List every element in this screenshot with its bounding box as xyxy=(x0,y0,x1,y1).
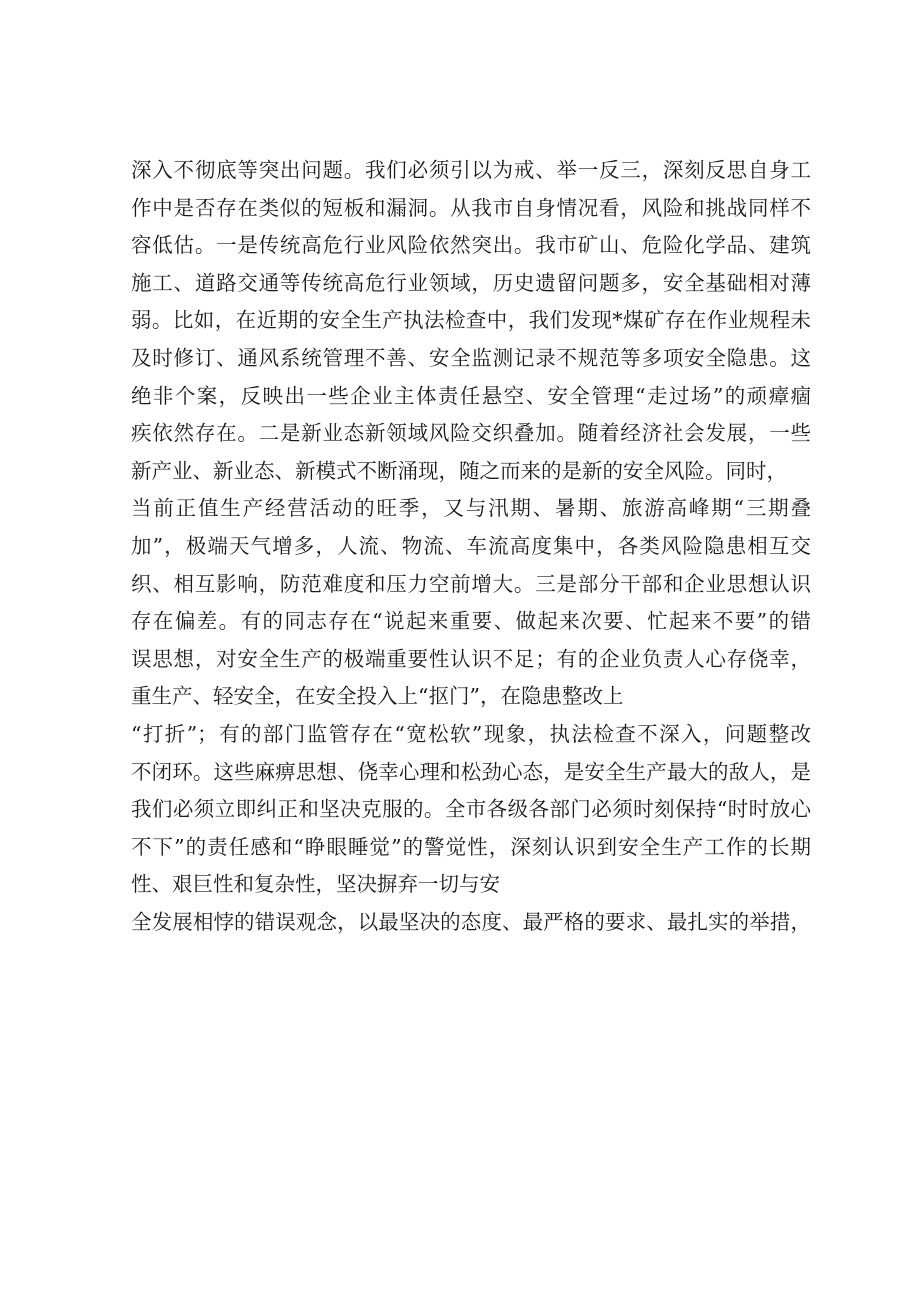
text-line: 加”，极端天气增多，人流、物流、车流高度集中，各类风险隐患相互交 xyxy=(131,533,811,558)
text-line: 性、艰巨性和复杂性，坚决摒弃一切与安 xyxy=(131,872,500,897)
text-line: 作中是否存在类似的短板和漏洞。从我市自身情况看，风险和挑战同样不 xyxy=(131,195,811,220)
text-line: 不闭环。这些麻痹思想、侥幸心理和松劲心态，是安全生产最大的敌人，是 xyxy=(131,759,811,784)
text-line: 及时修订、通风系统管理不善、安全监测记录不规范等多项安全隐患。这 xyxy=(131,345,811,370)
text-line: 误思想，对安全生产的极端重要性认识不足；有的企业负责人心存侥幸， xyxy=(131,646,811,671)
text-line: 我们必须立即纠正和坚决克服的。全市各级各部门必须时刻保持“时时放心 xyxy=(131,797,811,822)
text-line: 绝非个案，反映出一些企业主体责任悬空、安全管理“走过场”的顽瘴痼 xyxy=(131,383,811,408)
text-line: 织、相互影响，防范难度和压力空前增大。三是部分干部和企业思想认识 xyxy=(131,571,811,596)
text-line: 全发展相悖的错误观念，以最坚决的态度、最严格的要求、最扎实的举措， xyxy=(131,909,811,934)
body-text xyxy=(131,152,811,941)
text-line: 深入不彻底等突出问题。我们必须引以为戒、举一反三，深刻反思自身工 xyxy=(131,158,811,182)
text-line: 施工、道路交通等传统高危行业领域，历史遗留问题多，安全基础相对薄 xyxy=(131,270,811,295)
text-line: 重生产、轻安全，在安全投入上“抠门”，在隐患整改上 xyxy=(131,684,624,709)
text-line: 当前正值生产经营活动的旺季，又与汛期、暑期、旅游高峰期“三期叠 xyxy=(131,496,811,521)
text-line: 不下”的责任感和“睁眼睡觉”的警觉性，深刻认识到安全生产工作的长期 xyxy=(131,834,811,859)
text-line: 存在偏差。有的同志存在“说起来重要、做起来次要、忙起来不要”的错 xyxy=(131,609,811,634)
text-line: 疾依然存在。二是新业态新领域风险交织叠加。随着经济社会发展，一些 xyxy=(131,421,811,446)
text-line: 容低估。一是传统高危行业风险依然突出。我市矿山、危险化学品、建筑 xyxy=(131,233,811,258)
text-line: 弱。比如，在近期的安全生产执法检查中，我们发现*煤矿存在作业规程未 xyxy=(131,308,811,333)
text-line: “打折”；有的部门监管存在“宽松软”现象，执法检查不深入，问题整改 xyxy=(131,721,811,746)
text-line: 新产业、新业态、新模式不断涌现，随之而来的是新的安全风险。同时， xyxy=(131,458,787,483)
